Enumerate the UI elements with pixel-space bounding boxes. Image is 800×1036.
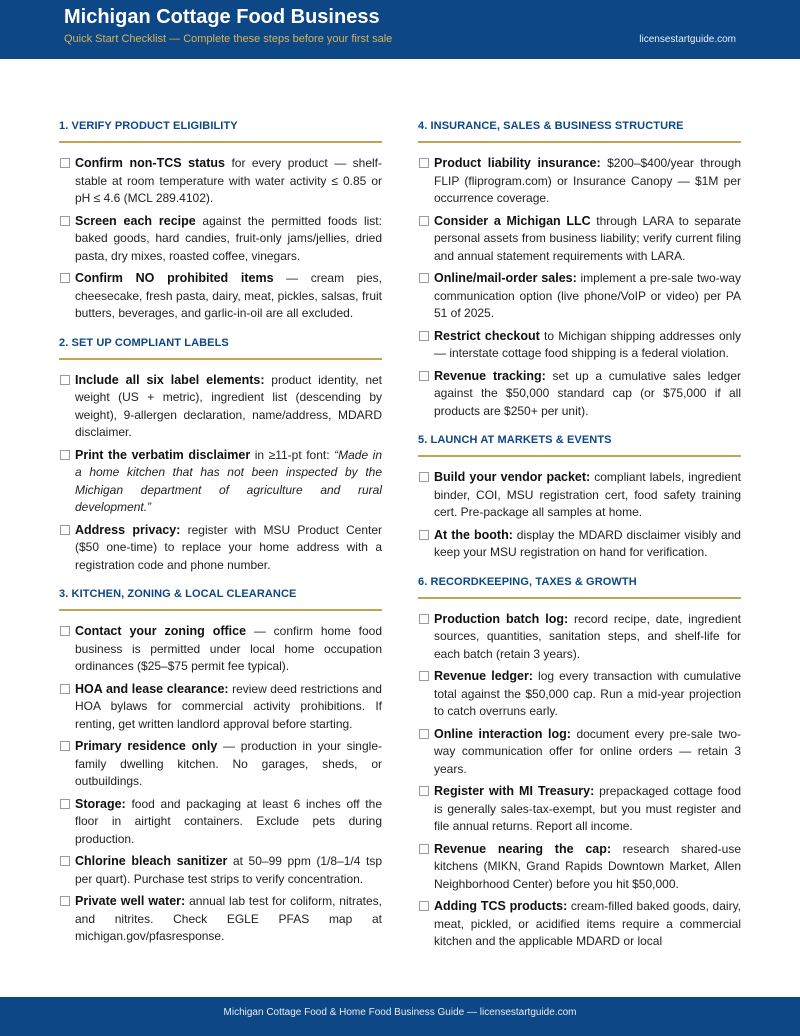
item-text: document every pre-sale two-way communication offer for online orders — retain 3 years. <box>434 726 741 776</box>
checklist-item <box>59 155 382 208</box>
item-heading: Confirm NO prohibited items <box>75 271 274 285</box>
checkbox-icon[interactable] <box>419 901 429 911</box>
item-text: display the MDARD disclaimer visibly and keep your MSU registration on hand for verification. <box>434 527 741 559</box>
section-compliant-labels <box>59 337 382 575</box>
checkbox-icon[interactable] <box>60 273 70 283</box>
item-heading: Adding TCS products: <box>434 899 568 913</box>
section-product-eligibility <box>59 120 382 323</box>
item-text: implement a pre-sale two-way communication option (live phone/VoIP or video) per PA 51 of 2025. <box>434 271 741 320</box>
checklist-item <box>418 611 741 664</box>
item-text: — cream pies, cheesecake, fresh pasta, dairy, meat, pickles, salsas, fruit butters, beverages, and garlic-in-oil are all excluded. <box>75 271 382 320</box>
section-title: 4. INSURANCE, SALES & BUSINESS STRUCTURE <box>418 120 741 143</box>
checklist-item <box>59 853 382 888</box>
checkbox-icon[interactable] <box>60 375 70 385</box>
checklist-item <box>59 522 382 575</box>
section-title: 2. SET UP COMPLIANT LABELS <box>59 337 382 360</box>
item-text: record recipe, date, ingredient sources, quantities, sanitation steps, and shelf-life for each batch (retain 3 years). <box>434 611 741 661</box>
checklist-item <box>418 368 741 421</box>
checkbox-icon[interactable] <box>419 671 429 681</box>
checklist-item <box>418 783 741 836</box>
item-heading: Address privacy: <box>75 522 181 537</box>
checkbox-icon[interactable] <box>419 331 429 341</box>
checkbox-icon[interactable] <box>419 216 429 226</box>
checkbox-icon[interactable] <box>60 626 70 636</box>
item-text: compliant labels, ingredient binder, COI, MSU registration cert, food safety training cert. Pre-package all samples at home. <box>434 470 741 519</box>
item-text: set up a cumulative sales ledger against the $50,000 standard cap (or $75,000 if all products are $250+ per unit). <box>434 368 741 418</box>
checkbox-icon[interactable] <box>60 158 70 168</box>
section-title: 5. LAUNCH AT MARKETS & EVENTS <box>418 434 741 457</box>
checkbox-icon[interactable] <box>60 741 70 751</box>
item-heading: Revenue nearing the cap: <box>434 841 612 856</box>
item-text: — production in your single-family dwelling kitchen. No garages, sheds, or outbuildings. <box>75 739 382 788</box>
checkbox-icon[interactable] <box>419 614 429 624</box>
item-text: annual lab test for coliform, nitrates, and nitrites. Check EGLE PFAS map at michigan.gov/pfasresponse. <box>75 894 382 943</box>
item-text: through LARA to separate personal assets from business liability; verify current filing and annual statement requirements with LARA. <box>434 213 741 263</box>
item-text: cream-filled baked goods, dairy, meat, pickled, or acidified items require a commercial kitchen and the applicable MDARD or local <box>434 899 742 948</box>
checklist-item <box>59 213 382 266</box>
item-text: in ≥11-pt font: <box>250 447 335 462</box>
item-heading: Private well water: <box>75 894 186 908</box>
item-text: review deed restrictions and HOA bylaws for commercial activity prohibitions. If renting, get written landlord approval before starting. <box>75 681 382 731</box>
item-text: — confirm home food business is permitted under local home occupation ordinances ($25–$75 permit fee typical). <box>75 624 382 673</box>
checkbox-icon[interactable] <box>419 530 429 540</box>
page-subtitle: Quick Start Checklist — Complete these steps before your first sale <box>64 33 393 45</box>
right-column <box>418 120 741 965</box>
checklist-item <box>59 893 382 946</box>
checkbox-icon[interactable] <box>419 273 429 283</box>
item-heading: Revenue ledger: <box>434 669 533 683</box>
checkbox-icon[interactable] <box>60 684 70 694</box>
checklist-item <box>418 841 741 894</box>
checklist-item <box>59 681 382 734</box>
site-url: licensestartguide.com <box>639 34 736 45</box>
section-title: 6. RECORDKEEPING, TAXES & GROWTH <box>418 576 741 599</box>
section-insurance-structure <box>418 120 741 420</box>
checkbox-icon[interactable] <box>419 844 429 854</box>
checklist-item <box>418 668 741 721</box>
item-heading: Print the verbatim disclaimer <box>75 447 251 462</box>
checkbox-icon[interactable] <box>60 525 70 535</box>
footer-text: Michigan Cottage Food & Home Food Business Guide — licensestartguide.com <box>223 1007 577 1018</box>
item-heading: Production batch log: <box>434 611 569 626</box>
item-heading: HOA and lease clearance: <box>75 681 229 696</box>
item-text: $200–$400/year through FLIP (fliprogram.com) or Insurance Canopy — $1M per occurrence coverage. <box>434 156 741 205</box>
item-heading: Include all six label elements: <box>75 372 265 387</box>
checklist-item <box>418 527 741 562</box>
checkbox-icon[interactable] <box>60 799 70 809</box>
section-title: 3. KITCHEN, ZONING & LOCAL CLEARANCE <box>59 588 382 611</box>
page-title: Michigan Cottage Food Business <box>64 6 380 28</box>
footer-banner <box>0 997 800 1036</box>
checklist-item <box>418 155 741 208</box>
checkbox-icon[interactable] <box>60 450 70 460</box>
item-text: against the permitted foods list: baked goods, hard candies, fruit-only jams/jellies, dried pasta, dry mixes, roasted coffee, vinegars. <box>75 213 382 263</box>
section-title: 1. VERIFY PRODUCT ELIGIBILITY <box>59 120 382 143</box>
checklist-item <box>59 270 382 323</box>
checkbox-icon[interactable] <box>419 158 429 168</box>
checkbox-icon[interactable] <box>419 472 429 482</box>
checklist-item <box>59 372 382 442</box>
item-heading: Online interaction log: <box>434 726 571 741</box>
checklist-item <box>59 447 382 517</box>
item-text: to Michigan shipping addresses only — interstate cottage food shipping is a federal violation. <box>434 328 741 360</box>
checklist-item <box>59 796 382 849</box>
item-heading: Primary residence only <box>75 739 218 753</box>
checkbox-icon[interactable] <box>60 216 70 226</box>
section-markets-events <box>418 434 741 562</box>
checklist-item <box>418 726 741 779</box>
item-heading: Chlorine bleach sanitizer <box>75 854 228 868</box>
checklist-item <box>59 623 382 676</box>
item-heading: At the booth: <box>434 527 513 542</box>
item-heading: Contact your zoning office <box>75 624 247 638</box>
checkbox-icon[interactable] <box>419 729 429 739</box>
item-heading: Storage: <box>75 796 126 811</box>
checklist-item <box>418 213 741 266</box>
left-column <box>59 120 382 960</box>
checkbox-icon[interactable] <box>419 371 429 381</box>
checkbox-icon[interactable] <box>419 786 429 796</box>
item-heading: Confirm non-TCS status <box>75 156 225 170</box>
checklist-item <box>418 270 741 323</box>
item-text: for every product — shelf-stable at room temperature with water activity ≤ 0.85 or pH ≤ 4.6 (MCL 289.4102). <box>75 156 383 205</box>
item-heading: Revenue tracking: <box>434 368 546 383</box>
checklist-item <box>418 898 741 951</box>
item-heading: Register with MI Treasury: <box>434 784 595 798</box>
checkbox-icon[interactable] <box>60 856 70 866</box>
disclaimer-quote: “Made in a home kitchen that has not been inspected by the Michigan department of agriculture and rural development.” <box>75 447 383 514</box>
section-kitchen-zoning <box>59 588 382 946</box>
item-heading: Screen each recipe <box>75 213 196 228</box>
item-text: at 50–99 ppm (1/8–1/4 tsp per quart). Purchase test strips to verify concentration. <box>75 854 382 886</box>
item-heading: Product liability insurance: <box>434 156 601 170</box>
item-heading: Online/mail-order sales: <box>434 271 577 285</box>
section-recordkeeping <box>418 576 741 951</box>
item-heading: Consider a Michigan LLC <box>434 213 591 228</box>
item-text: product identity, net weight (US + metric), ingredient list (descending by weight), 9-allergen declaration, name/address, MDARD disclaimer. <box>75 372 382 439</box>
item-heading: Restrict checkout <box>434 328 540 343</box>
item-text: research shared-use kitchens (MIKN, Grand Rapids Downtown Market, Allen Neighborhood Center) before you hit $50,000. <box>434 841 741 891</box>
checklist-item <box>59 738 382 791</box>
checklist-item <box>418 328 741 363</box>
item-heading: Build your vendor packet: <box>434 470 591 484</box>
item-text: log every transaction with cumulative total against the $50,000 cap. Run a mid-year projection to catch overruns early. <box>434 669 741 718</box>
item-text: food and packaging at least 6 inches off the floor in airtight containers. Exclude pets during production. <box>75 796 382 846</box>
item-text: register with MSU Product Center ($50 one-time) to replace your home address with a registration code and phone number. <box>75 522 383 572</box>
checklist-item <box>418 469 741 522</box>
header-banner <box>0 0 800 59</box>
item-text: prepackaged cottage food is generally sales-tax-exempt, but you must register and file annual returns. Report all income. <box>434 784 741 833</box>
checkbox-icon[interactable] <box>60 896 70 906</box>
